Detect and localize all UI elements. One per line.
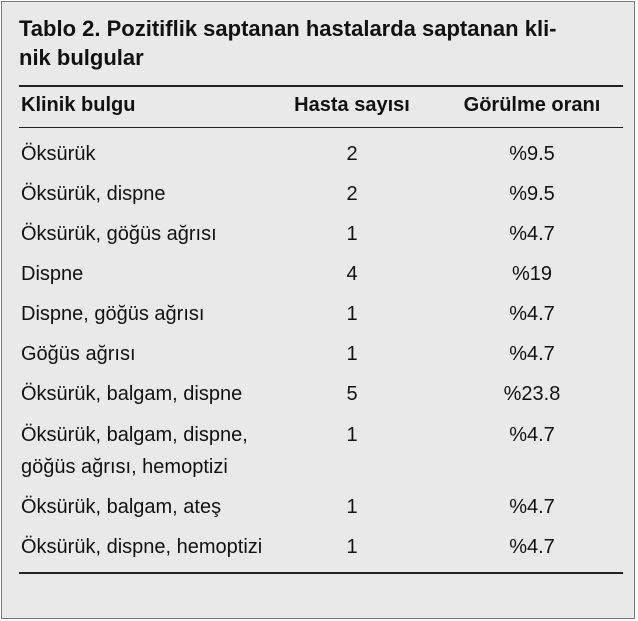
table-row-6-sayi: 1 [346,343,358,365]
table-panel [1,1,635,619]
bottom-rule [19,572,623,574]
table-row-1-bulgu: Öksürük [21,143,96,165]
table-row-2-oran: %9.5 [509,183,555,205]
table-row-3-bulgu: Öksürük, göğüs ağrısı [21,223,217,245]
table-title-line-2: nik bulgular [19,45,144,70]
table-row-9-bulgu: Öksürük, balgam, ateş [21,496,222,518]
table-row-10-sayi: 1 [346,536,358,558]
header-gorulme-orani: Görülme oranı [463,94,601,116]
table-row-5-sayi: 1 [346,303,358,325]
table-row-7-bulgu: Öksürük, balgam, dispne [21,383,243,405]
table-row-6-oran: %4.7 [509,343,555,365]
table-row-2-bulgu: Öksürük, dispne [21,183,166,205]
table-row-5-oran: %4.7 [509,303,555,325]
table-row-7-oran: %23.8 [503,383,561,405]
table-row-8-sayi: 1 [346,424,358,446]
table-row-8-oran: %4.7 [509,424,555,446]
table-row-1-oran: %9.5 [509,143,555,165]
table-row-3-sayi: 1 [346,223,358,245]
table-title [19,14,624,72]
header-hasta-sayisi: Hasta sayısı [294,94,410,116]
header-klinik-bulgu: Klinik bulgu [21,94,136,116]
table-row-4-bulgu: Dispne [21,263,84,285]
table-row-6-bulgu: Göğüs ağrısı [21,343,136,365]
table-row-9-sayi: 1 [346,496,358,518]
table-row-4-sayi: 4 [346,263,358,285]
table-row-8-bulgu: Öksürük, balgam, dispne, [21,424,248,446]
table-row-5-bulgu: Dispne, göğüs ağrısı [21,303,205,325]
table-row-10-bulgu: Öksürük, dispne, hemoptizi [21,536,263,558]
table-row-7-sayi: 5 [346,383,358,405]
table-row-8-bulgu-line-2: göğüs ağrısı, hemoptizi [21,456,228,478]
table-title-line-1: Tablo 2. Pozitiflik saptanan hastalarda saptanan kli- [19,16,557,41]
table-row-10-oran: %4.7 [509,536,555,558]
table-row-1-sayi: 2 [346,143,358,165]
header-rule [19,127,623,128]
table-row-3-oran: %4.7 [509,223,555,245]
top-rule [19,85,623,87]
table-row-4-oran: %19 [511,263,553,285]
table-row-9-oran: %4.7 [509,496,555,518]
table-row-2-sayi: 2 [346,183,358,205]
